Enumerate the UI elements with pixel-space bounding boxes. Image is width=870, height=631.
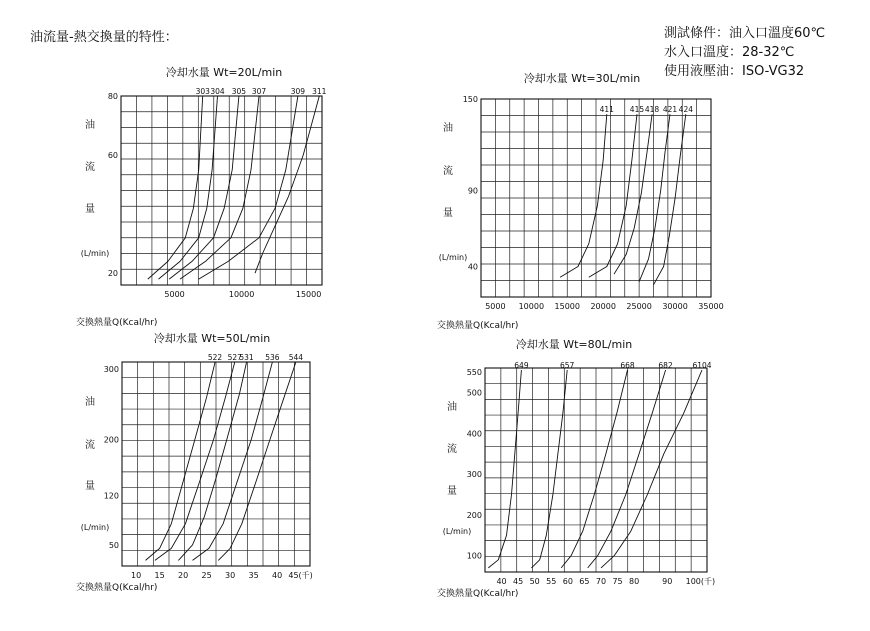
series-label: 649 — [514, 361, 529, 371]
series-label: 531 — [239, 353, 254, 362]
series-label: 544 — [288, 353, 304, 362]
y-axis-label: 流 — [443, 166, 453, 177]
y-tick-label: 90 — [467, 186, 478, 196]
x-tick-label: 40 — [496, 577, 507, 586]
y-tick-label: 120 — [103, 491, 119, 501]
x-tick-label: 25 — [201, 571, 212, 580]
y-tick-label: 60 — [107, 151, 118, 161]
chart-title: 冷却水量 Wt=50L/min — [153, 332, 271, 345]
series-label: 424 — [678, 105, 694, 115]
y-axis-label: 油 — [447, 402, 457, 413]
x-tick-label: 20000 — [590, 302, 616, 311]
series-label: 311 — [312, 87, 327, 96]
y-tick-label: 200 — [103, 435, 119, 445]
y-tick-label: 40 — [467, 262, 478, 272]
x-tick-label: 100(千) — [685, 577, 716, 586]
y-tick-label: 400 — [466, 429, 482, 439]
x-tick-label: 10000 — [518, 302, 545, 311]
x-tick-label: 10 — [131, 571, 142, 580]
x-tick-label: 5000 — [485, 302, 506, 311]
series-label: 522 — [207, 353, 223, 362]
y-axis-label: (L/min) — [442, 527, 472, 536]
x-tick-label: 15000 — [554, 302, 580, 311]
y-tick-label: 50 — [108, 540, 119, 550]
y-axis-label: 油 — [443, 123, 453, 134]
x-tick-label: 20 — [178, 571, 189, 580]
x-tick-label: 45(千) — [288, 571, 313, 580]
series-label: 304 — [210, 87, 225, 96]
x-tick-label: 80 — [629, 577, 640, 586]
y-tick-label: 300 — [466, 470, 482, 480]
x-tick-label: 10000 — [228, 290, 255, 299]
y-axis-label: (L/min) — [80, 249, 110, 258]
x-axis-label: 交換熱量Q(Kcal/hr) — [76, 318, 158, 328]
x-tick-label: 60 — [562, 577, 573, 586]
chart-title: 冷却水量 Wt=20L/min — [165, 66, 283, 79]
series-label: 536 — [265, 353, 280, 362]
y-axis-label: 量 — [85, 481, 95, 492]
condition-water-inlet-temp: 水入口溫度：28-32℃ — [664, 45, 795, 60]
x-tick-label: 65 — [579, 577, 590, 586]
x-tick-label: 75 — [612, 577, 623, 586]
x-tick-label: 40 — [272, 571, 283, 580]
series-label: 657 — [560, 361, 575, 371]
y-axis-label: (L/min) — [80, 523, 110, 532]
y-tick-label: 150 — [462, 95, 478, 104]
series-label: 6104 — [692, 361, 712, 371]
condition-hydraulic-oil: 使用液壓油：ISO-VG32 — [664, 64, 805, 79]
x-tick-label: 45 — [513, 577, 524, 586]
x-tick-label: 90 — [662, 577, 673, 586]
series-label: 415 — [629, 105, 645, 115]
x-tick-label: 35 — [248, 571, 259, 580]
x-tick-label: 30 — [225, 571, 236, 580]
series-label: 421 — [662, 105, 678, 115]
y-tick-label: 200 — [466, 510, 482, 520]
series-label: 668 — [620, 361, 635, 371]
x-tick-label: 35000 — [698, 302, 724, 311]
y-tick-label: 100 — [466, 551, 482, 561]
y-tick-label: 550 — [466, 368, 482, 378]
series-label: 307 — [251, 87, 267, 96]
condition-oil-inlet-temp: 測試條件：油入口溫度60℃ — [664, 26, 826, 41]
y-tick-label: 500 — [466, 388, 482, 398]
chart-grid — [485, 368, 707, 572]
chart-title: 冷却水量 Wt=30L/min — [523, 72, 641, 85]
chart-title: 冷却水量 Wt=80L/min — [515, 338, 633, 351]
y-axis-label: 流 — [447, 444, 457, 455]
x-tick-label: 25000 — [626, 302, 652, 311]
x-tick-label: 15 — [154, 571, 165, 580]
series-label: 309 — [290, 87, 306, 96]
x-tick-label: 50 — [529, 577, 540, 586]
series-label: 411 — [599, 105, 614, 115]
series-label: 305 — [231, 87, 247, 96]
y-tick-label: 20 — [107, 269, 118, 279]
y-axis-label: 流 — [85, 440, 95, 451]
x-tick-label: 55 — [546, 577, 557, 586]
y-axis-label: 流 — [85, 162, 95, 173]
series-label: 418 — [644, 105, 660, 115]
x-tick-label: 70 — [595, 577, 607, 586]
y-axis-label: 量 — [447, 486, 457, 497]
x-tick-label: 30000 — [662, 302, 688, 311]
y-tick-label: 80 — [107, 92, 118, 101]
x-tick-label: 5000 — [164, 290, 185, 299]
x-axis-label: 交換熱量Q(Kcal/hr) — [76, 583, 158, 593]
x-axis-label: 交換熱量Q(Kcal/hr) — [437, 589, 519, 599]
series-label: 682 — [658, 361, 673, 371]
series-label: 527 — [227, 353, 242, 362]
y-axis-label: 量 — [443, 208, 453, 219]
x-axis-label: 交換熱量Q(Kcal/hr) — [437, 321, 519, 331]
y-axis-label: 量 — [85, 204, 95, 215]
series-label: 303 — [195, 87, 210, 96]
y-axis-label: (L/min) — [438, 253, 468, 262]
y-axis-label: 油 — [85, 397, 95, 408]
y-tick-label: 300 — [103, 365, 119, 375]
y-axis-label: 油 — [85, 120, 95, 131]
page-title: 油流量-熱交換量的特性： — [30, 30, 178, 45]
x-tick-label: 15000 — [295, 290, 322, 299]
